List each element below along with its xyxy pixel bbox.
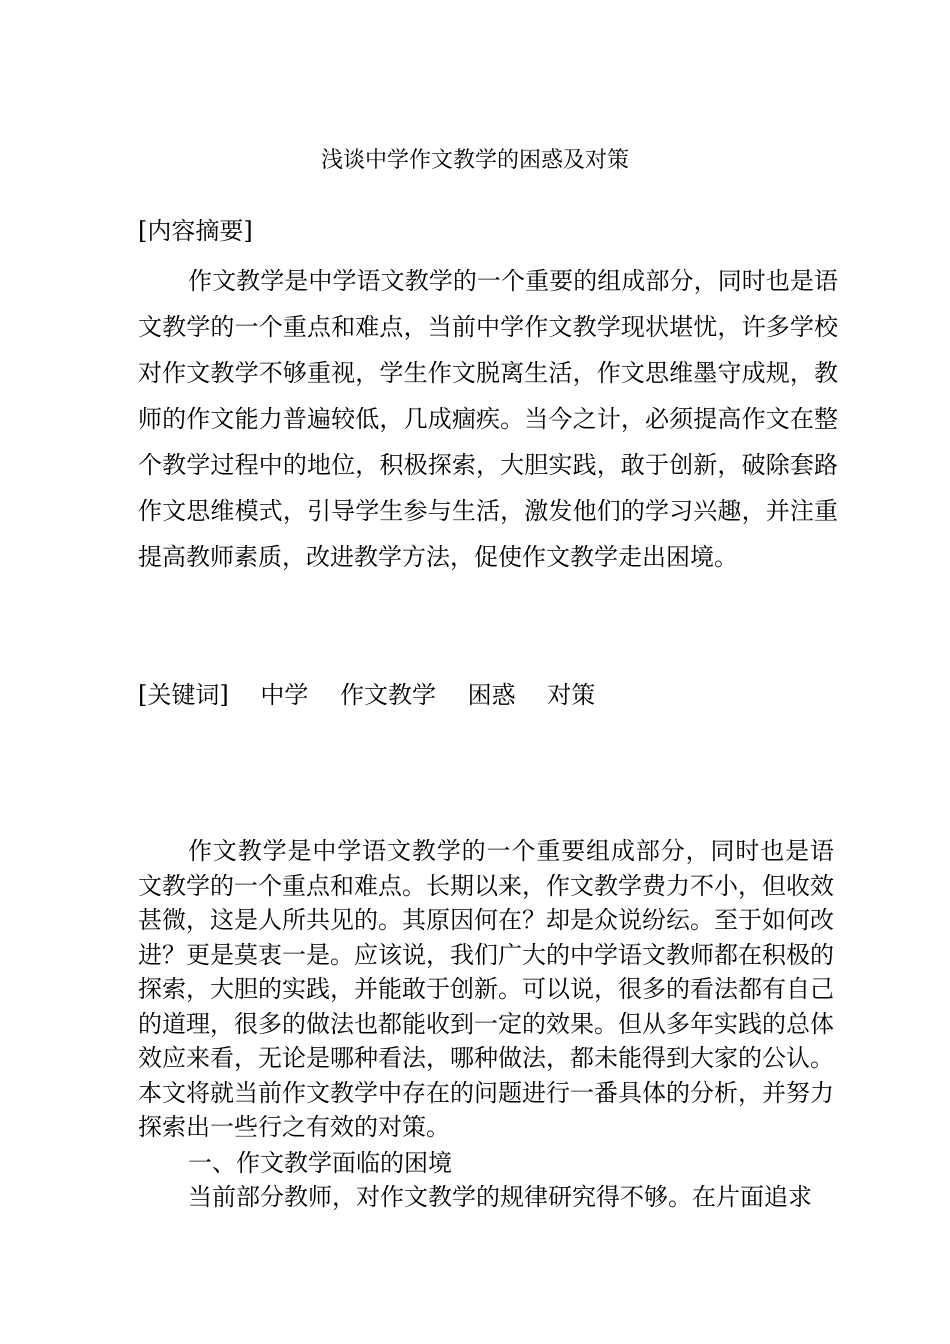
section-heading: 一、作文教学面临的困境 bbox=[188, 1149, 452, 1177]
keyword-item: 中学 bbox=[260, 681, 309, 709]
abstract-text: 作文教学是中学语文教学的一个重要的组成部分，同时也是语文教学的一个重点和难点，当前中学作文教学现状堪忧，许多学校对作文教学不够重视，学生作文脱离生活，作文思维墨守成规，教师的作文能力普遍较低，几成痼疾。当今之计，必须提高作文在整个教学过程中的地位，积极探索，大胆实践，敢于创新，破除套路作文思维模式，引导学生参与生活，激发他们的学习兴趣，并注重提高教师素质，改进教学方法，促使作文教学走出困境。 bbox=[138, 267, 838, 571]
intro-paragraph: 作文教学是中学语文教学的一个重要组成部分，同时也是语文教学的一个重点和难点。长期以来，作文教学费力不小，但收效甚微，这是人所共见的。其原因何在？却是众说纷纭。至于如何改进？更是莫衷一是。应该说，我们广大的中学语文教师都在积极的探索，大胆的实践，并能敢于创新。可以说，很多的看法都有自己的道理，很多的做法也都能收到一定的效果。但从多年实践的总体效应来看，无论是哪种看法，哪种做法，都未能得到大家的公认。本文将就当前作文教学中存在的问题进行一番具体的分析，并努力探索出一些行之有效的对策。 bbox=[138, 837, 834, 1141]
abstract-heading: [内容摘要] bbox=[138, 217, 253, 245]
keyword-item: 对策 bbox=[547, 681, 596, 709]
document-title: 浅谈中学作文教学的困惑及对策 bbox=[320, 148, 629, 173]
keywords-line bbox=[138, 678, 595, 712]
keyword-item: 困惑 bbox=[467, 681, 516, 709]
section-paragraph: 当前部分教师，对作文教学的规律研究得不够。在片面追求 bbox=[188, 1183, 812, 1211]
keywords-label: [关键词] bbox=[138, 681, 229, 709]
keyword-item: 作文教学 bbox=[340, 681, 437, 709]
